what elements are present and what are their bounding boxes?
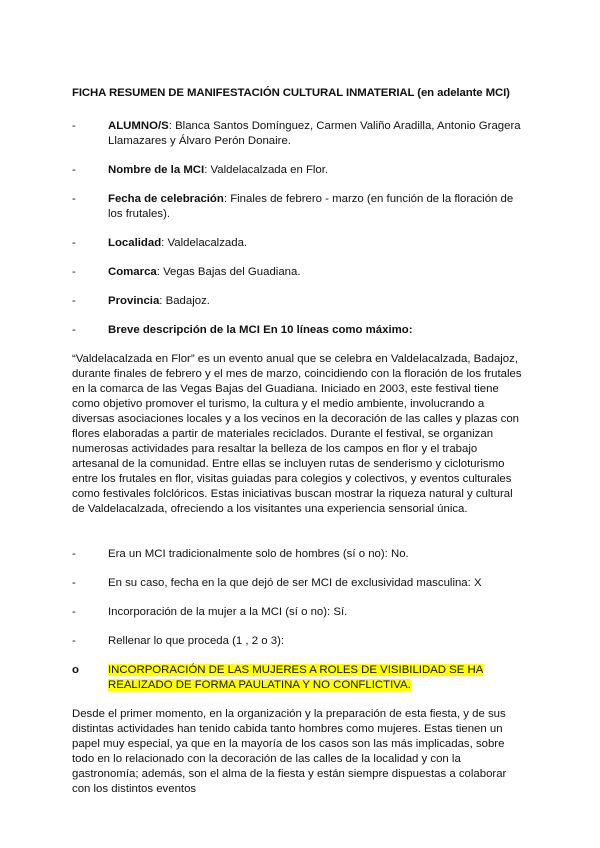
field-value: : Badajoz. — [159, 295, 210, 307]
bullet: - — [72, 237, 76, 249]
document-title: FICHA RESUMEN DE MANIFESTACIÓN CULTURAL INMATERIAL (en adelante MCI) — [72, 87, 510, 99]
bullet: - — [72, 606, 76, 618]
field-label: Localidad — [108, 237, 162, 249]
closing-paragraph: Desde el primer momento, en la organización y la preparación de esta fiesta, y de sus distintas actividades han tenido cabida tanto hombres como mujeres. Estas tienen un papel muy especial, ya que en la mayoría de los casos son las más implicadas, sobre todo en lo relacionado con la decoración de las calles de la localidad y con la gastronomía; además, son el alma de la fiesta y están siempre dispuestas a colaborar con los distintos eventos — [72, 708, 507, 795]
bullet: - — [72, 295, 76, 307]
bullet: - — [72, 266, 76, 278]
bullet: - — [72, 193, 76, 205]
field-nombre — [72, 163, 526, 178]
field-label: ALUMNO/S — [108, 120, 169, 132]
field-label: Comarca — [108, 266, 157, 278]
question-text: Incorporación de la mujer a la MCI (sí o no): Sí. — [108, 606, 348, 618]
question-text: Era un MCI tradicionalmente solo de hombres (sí o no): No. — [108, 548, 409, 560]
field-label: Breve descripción de la MCI En 10 líneas como máximo — [108, 324, 409, 336]
field-value: : Blanca Santos Domínguez, Carmen Valiño Aradilla, Antonio Gragera Llamazares y Álvaro Perón Donaire. — [108, 120, 521, 147]
highlighted-option-text: INCORPORACIÓN DE LAS MUJERES A ROLES DE VISIBILIDAD SE HA REALIZADO DE FORMA PAULATINA Y NO CONFLICTIVA. — [108, 664, 484, 691]
question-item — [72, 547, 526, 562]
field-localidad — [72, 236, 526, 251]
field-value: : Valdelacalzada. — [161, 237, 248, 249]
bullet: - — [72, 577, 76, 589]
question-text: Rellenar lo que proceda (1 , 2 o 3): — [108, 635, 285, 647]
field-label: Provincia — [108, 295, 160, 307]
question-item — [72, 634, 526, 649]
field-alumnos — [72, 119, 526, 149]
description-paragraph: “Valdelacalzada en Flor” es un evento anual que se celebra en Valdelacalzada, Badajoz, durante finales de febrero y el mes de marzo, coincidiendo con la floración de los frutales en la comarca de las Vegas Bajas del Guadiana. Iniciado en 2003, este festival tiene como objetivo promover el turismo, la cultura y el medio ambiente, involucrando a diversas asociaciones locales y a los vecinos en la decoración de las calles y plazas con flores elaboradas a partir de materiales reciclados. Durante el festival, se organizan numerosas actividades para resaltar la belleza de los campos en flor y el trabajo artesanal de la comunidad. Entre ellas se incluyen rutas de senderismo y cicloturismo entre los frutales en flor, visitas guiadas para colegios y colectivos, y eventos culturales como festivales folclóricos. Estas iniciativas buscan mostrar la riqueza natural y cultural de Valdelacalzada, ofreciendo a los visitantes una experiencia sensorial única. — [72, 353, 522, 515]
field-fecha — [72, 192, 526, 222]
field-descripcion — [72, 323, 526, 338]
option-marker: o — [72, 664, 79, 676]
field-value: : Valdelacalzada en Flor. — [204, 164, 329, 176]
field-value: : — [408, 324, 413, 336]
bullet: - — [72, 548, 76, 560]
question-text: En su caso, fecha en la que dejó de ser MCI de exclusividad masculina: X — [108, 577, 482, 589]
bullet: - — [72, 635, 76, 647]
field-value: : Vegas Bajas del Guadiana. — [156, 266, 301, 278]
question-item — [72, 605, 526, 620]
selected-option — [72, 663, 526, 693]
field-label: Nombre de la MCI — [108, 164, 205, 176]
bullet: - — [72, 120, 76, 132]
field-provincia — [72, 294, 526, 309]
field-value: : Finales de febrero - marzo (en función de la floración de los frutales). — [108, 193, 514, 220]
field-label: Fecha de celebración — [108, 193, 224, 205]
bullet: - — [72, 164, 76, 176]
question-item — [72, 576, 526, 591]
field-comarca — [72, 265, 526, 280]
bullet: - — [72, 324, 76, 336]
